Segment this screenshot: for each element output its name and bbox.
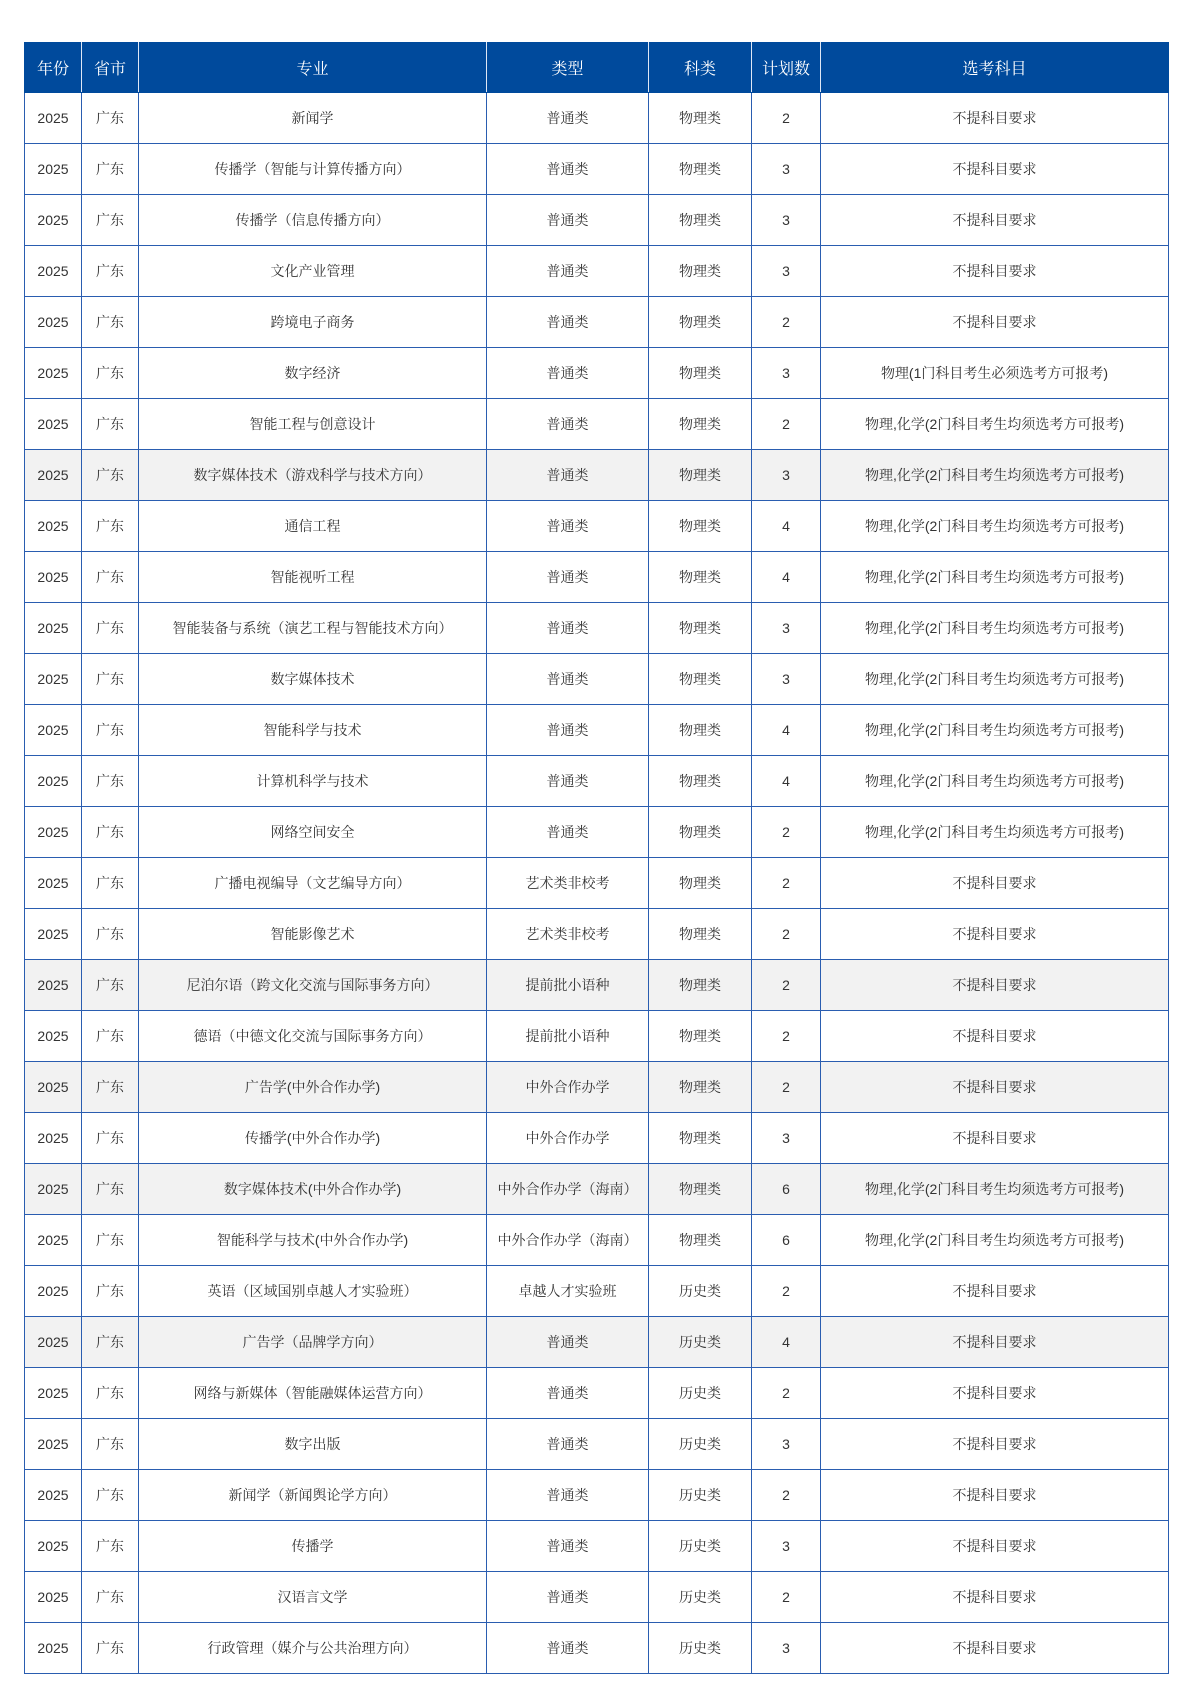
- cell-major: 传播学(中外合作办学): [139, 1113, 487, 1164]
- cell-major: 广播电视编导（文艺编导方向）: [139, 858, 487, 909]
- cell-province: 广东: [82, 909, 139, 960]
- cell-major: 数字媒体技术（游戏科学与技术方向）: [139, 450, 487, 501]
- cell-major: 传播学: [139, 1521, 487, 1572]
- table-row: [25, 348, 1169, 399]
- cell-plan: 2: [752, 909, 821, 960]
- table-row: [25, 1470, 1169, 1521]
- cell-year: 2025: [25, 1470, 82, 1521]
- cell-type: 普通类: [487, 1572, 649, 1623]
- cell-plan: 3: [752, 1623, 821, 1674]
- cell-province: 广东: [82, 195, 139, 246]
- table-header: [25, 43, 1169, 93]
- cell-major: 行政管理（媒介与公共治理方向）: [139, 1623, 487, 1674]
- table-row: [25, 1164, 1169, 1215]
- cell-year: 2025: [25, 1572, 82, 1623]
- cell-major: 传播学（智能与计算传播方向）: [139, 144, 487, 195]
- cell-type: 普通类: [487, 1470, 649, 1521]
- cell-year: 2025: [25, 909, 82, 960]
- cell-category: 物理类: [649, 909, 752, 960]
- cell-subjects: 物理,化学(2门科目考生均须选考方可报考): [821, 756, 1169, 807]
- cell-province: 广东: [82, 654, 139, 705]
- cell-category: 物理类: [649, 960, 752, 1011]
- cell-year: 2025: [25, 399, 82, 450]
- cell-year: 2025: [25, 807, 82, 858]
- cell-subjects: 物理(1门科目考生必须选考方可报考): [821, 348, 1169, 399]
- cell-province: 广东: [82, 501, 139, 552]
- table-row: [25, 144, 1169, 195]
- cell-category: 物理类: [649, 705, 752, 756]
- table-row: [25, 297, 1169, 348]
- cell-major: 新闻学（新闻舆论学方向）: [139, 1470, 487, 1521]
- cell-province: 广东: [82, 1521, 139, 1572]
- cell-plan: 6: [752, 1164, 821, 1215]
- cell-plan: 3: [752, 603, 821, 654]
- cell-subjects: 不提科目要求: [821, 144, 1169, 195]
- cell-subjects: 物理,化学(2门科目考生均须选考方可报考): [821, 501, 1169, 552]
- cell-plan: 2: [752, 297, 821, 348]
- cell-major: 德语（中德文化交流与国际事务方向）: [139, 1011, 487, 1062]
- cell-province: 广东: [82, 246, 139, 297]
- cell-major: 数字经济: [139, 348, 487, 399]
- cell-subjects: 物理,化学(2门科目考生均须选考方可报考): [821, 603, 1169, 654]
- cell-subjects: 物理,化学(2门科目考生均须选考方可报考): [821, 552, 1169, 603]
- column-header-plan: 计划数: [752, 43, 821, 93]
- table-row: [25, 858, 1169, 909]
- cell-major: 数字媒体技术: [139, 654, 487, 705]
- cell-plan: 3: [752, 654, 821, 705]
- cell-province: 广东: [82, 1062, 139, 1113]
- table-row: [25, 1113, 1169, 1164]
- table-body: [25, 93, 1169, 1674]
- cell-year: 2025: [25, 501, 82, 552]
- cell-subjects: 不提科目要求: [821, 1572, 1169, 1623]
- cell-type: 提前批小语种: [487, 960, 649, 1011]
- cell-category: 物理类: [649, 1164, 752, 1215]
- cell-plan: 2: [752, 858, 821, 909]
- column-header-province: 省市: [82, 43, 139, 93]
- cell-type: 普通类: [487, 1521, 649, 1572]
- cell-province: 广东: [82, 858, 139, 909]
- cell-province: 广东: [82, 960, 139, 1011]
- cell-year: 2025: [25, 450, 82, 501]
- cell-subjects: 物理,化学(2门科目考生均须选考方可报考): [821, 654, 1169, 705]
- cell-major: 智能装备与系统（演艺工程与智能技术方向）: [139, 603, 487, 654]
- cell-category: 物理类: [649, 1062, 752, 1113]
- cell-subjects: 物理,化学(2门科目考生均须选考方可报考): [821, 807, 1169, 858]
- cell-province: 广东: [82, 93, 139, 144]
- table-row: [25, 1317, 1169, 1368]
- cell-province: 广东: [82, 348, 139, 399]
- cell-plan: 6: [752, 1215, 821, 1266]
- cell-province: 广东: [82, 1317, 139, 1368]
- cell-province: 广东: [82, 1266, 139, 1317]
- table-row: [25, 960, 1169, 1011]
- cell-plan: 2: [752, 93, 821, 144]
- cell-major: 智能科学与技术(中外合作办学): [139, 1215, 487, 1266]
- cell-province: 广东: [82, 705, 139, 756]
- cell-year: 2025: [25, 705, 82, 756]
- cell-major: 汉语言文学: [139, 1572, 487, 1623]
- table-row: [25, 501, 1169, 552]
- cell-type: 卓越人才实验班: [487, 1266, 649, 1317]
- cell-year: 2025: [25, 960, 82, 1011]
- table-row: [25, 1572, 1169, 1623]
- cell-category: 物理类: [649, 297, 752, 348]
- table-row: [25, 1266, 1169, 1317]
- cell-subjects: 不提科目要求: [821, 1623, 1169, 1674]
- cell-subjects: 不提科目要求: [821, 960, 1169, 1011]
- cell-province: 广东: [82, 1572, 139, 1623]
- cell-subjects: 不提科目要求: [821, 1521, 1169, 1572]
- cell-year: 2025: [25, 756, 82, 807]
- cell-category: 物理类: [649, 807, 752, 858]
- cell-year: 2025: [25, 858, 82, 909]
- table-row: [25, 807, 1169, 858]
- cell-subjects: 物理,化学(2门科目考生均须选考方可报考): [821, 705, 1169, 756]
- cell-plan: 2: [752, 1062, 821, 1113]
- cell-province: 广东: [82, 144, 139, 195]
- cell-major: 英语（区域国别卓越人才实验班）: [139, 1266, 487, 1317]
- cell-year: 2025: [25, 1266, 82, 1317]
- cell-plan: 3: [752, 1521, 821, 1572]
- cell-type: 提前批小语种: [487, 1011, 649, 1062]
- cell-year: 2025: [25, 1419, 82, 1470]
- cell-province: 广东: [82, 1011, 139, 1062]
- cell-type: 普通类: [487, 1419, 649, 1470]
- cell-type: 普通类: [487, 450, 649, 501]
- cell-type: 普通类: [487, 1623, 649, 1674]
- cell-subjects: 不提科目要求: [821, 1419, 1169, 1470]
- cell-year: 2025: [25, 1113, 82, 1164]
- cell-subjects: 物理,化学(2门科目考生均须选考方可报考): [821, 399, 1169, 450]
- cell-year: 2025: [25, 1164, 82, 1215]
- table-row: [25, 195, 1169, 246]
- cell-year: 2025: [25, 144, 82, 195]
- cell-province: 广东: [82, 1164, 139, 1215]
- cell-type: 普通类: [487, 603, 649, 654]
- cell-subjects: 不提科目要求: [821, 909, 1169, 960]
- cell-major: 数字媒体技术(中外合作办学): [139, 1164, 487, 1215]
- cell-major: 跨境电子商务: [139, 297, 487, 348]
- column-header-year: 年份: [25, 43, 82, 93]
- column-header-type: 类型: [487, 43, 649, 93]
- cell-category: 物理类: [649, 603, 752, 654]
- table-row: [25, 1368, 1169, 1419]
- cell-plan: 2: [752, 399, 821, 450]
- cell-category: 物理类: [649, 144, 752, 195]
- cell-major: 通信工程: [139, 501, 487, 552]
- cell-major: 新闻学: [139, 93, 487, 144]
- cell-province: 广东: [82, 603, 139, 654]
- cell-year: 2025: [25, 552, 82, 603]
- cell-category: 历史类: [649, 1572, 752, 1623]
- table-row: [25, 654, 1169, 705]
- cell-province: 广东: [82, 399, 139, 450]
- cell-major: 文化产业管理: [139, 246, 487, 297]
- cell-year: 2025: [25, 1368, 82, 1419]
- cell-subjects: 不提科目要求: [821, 1368, 1169, 1419]
- table-header-row: [25, 43, 1169, 93]
- cell-plan: 2: [752, 807, 821, 858]
- cell-province: 广东: [82, 450, 139, 501]
- cell-year: 2025: [25, 246, 82, 297]
- cell-category: 物理类: [649, 1011, 752, 1062]
- cell-type: 普通类: [487, 399, 649, 450]
- table-row: [25, 1623, 1169, 1674]
- cell-major: 智能工程与创意设计: [139, 399, 487, 450]
- cell-subjects: 不提科目要求: [821, 858, 1169, 909]
- table-row: [25, 246, 1169, 297]
- cell-year: 2025: [25, 1215, 82, 1266]
- cell-subjects: 不提科目要求: [821, 1011, 1169, 1062]
- cell-subjects: 不提科目要求: [821, 297, 1169, 348]
- cell-year: 2025: [25, 1317, 82, 1368]
- cell-category: 历史类: [649, 1521, 752, 1572]
- admission-plan-table-container: [24, 42, 1168, 1674]
- table-row: [25, 1215, 1169, 1266]
- cell-year: 2025: [25, 1011, 82, 1062]
- cell-plan: 2: [752, 1470, 821, 1521]
- cell-subjects: 不提科目要求: [821, 1317, 1169, 1368]
- cell-province: 广东: [82, 756, 139, 807]
- cell-type: 中外合作办学: [487, 1062, 649, 1113]
- cell-category: 历史类: [649, 1317, 752, 1368]
- cell-province: 广东: [82, 1419, 139, 1470]
- cell-category: 物理类: [649, 501, 752, 552]
- table-row: [25, 1062, 1169, 1113]
- table-row: [25, 93, 1169, 144]
- cell-plan: 2: [752, 1368, 821, 1419]
- cell-major: 计算机科学与技术: [139, 756, 487, 807]
- cell-category: 历史类: [649, 1368, 752, 1419]
- cell-plan: 3: [752, 1419, 821, 1470]
- cell-province: 广东: [82, 297, 139, 348]
- cell-type: 普通类: [487, 705, 649, 756]
- cell-plan: 4: [752, 552, 821, 603]
- cell-plan: 4: [752, 705, 821, 756]
- cell-type: 普通类: [487, 501, 649, 552]
- cell-subjects: 不提科目要求: [821, 93, 1169, 144]
- cell-category: 物理类: [649, 654, 752, 705]
- cell-subjects: 不提科目要求: [821, 246, 1169, 297]
- cell-type: 普通类: [487, 144, 649, 195]
- cell-plan: 3: [752, 246, 821, 297]
- cell-province: 广东: [82, 1623, 139, 1674]
- cell-plan: 3: [752, 144, 821, 195]
- cell-category: 物理类: [649, 450, 752, 501]
- cell-category: 历史类: [649, 1266, 752, 1317]
- cell-year: 2025: [25, 654, 82, 705]
- cell-major: 智能视听工程: [139, 552, 487, 603]
- cell-type: 中外合作办学（海南）: [487, 1215, 649, 1266]
- cell-type: 普通类: [487, 348, 649, 399]
- admission-plan-table: [24, 42, 1169, 1674]
- cell-category: 物理类: [649, 858, 752, 909]
- cell-plan: 3: [752, 348, 821, 399]
- cell-category: 物理类: [649, 399, 752, 450]
- cell-type: 中外合作办学: [487, 1113, 649, 1164]
- cell-plan: 2: [752, 1266, 821, 1317]
- column-header-major: 专业: [139, 43, 487, 93]
- cell-category: 物理类: [649, 552, 752, 603]
- cell-category: 物理类: [649, 756, 752, 807]
- cell-type: 普通类: [487, 246, 649, 297]
- column-header-category: 科类: [649, 43, 752, 93]
- cell-subjects: 物理,化学(2门科目考生均须选考方可报考): [821, 1215, 1169, 1266]
- cell-plan: 2: [752, 1572, 821, 1623]
- cell-plan: 3: [752, 1113, 821, 1164]
- cell-plan: 4: [752, 501, 821, 552]
- cell-year: 2025: [25, 1623, 82, 1674]
- cell-type: 普通类: [487, 297, 649, 348]
- cell-type: 普通类: [487, 195, 649, 246]
- cell-subjects: 不提科目要求: [821, 1113, 1169, 1164]
- cell-type: 普通类: [487, 1368, 649, 1419]
- cell-type: 中外合作办学（海南）: [487, 1164, 649, 1215]
- cell-major: 智能科学与技术: [139, 705, 487, 756]
- column-header-subjects: 选考科目: [821, 43, 1169, 93]
- cell-category: 历史类: [649, 1623, 752, 1674]
- table-row: [25, 399, 1169, 450]
- cell-year: 2025: [25, 93, 82, 144]
- cell-category: 历史类: [649, 1419, 752, 1470]
- cell-category: 物理类: [649, 246, 752, 297]
- cell-major: 广告学（品牌学方向）: [139, 1317, 487, 1368]
- cell-type: 艺术类非校考: [487, 858, 649, 909]
- cell-subjects: 物理,化学(2门科目考生均须选考方可报考): [821, 450, 1169, 501]
- cell-year: 2025: [25, 348, 82, 399]
- cell-plan: 2: [752, 1011, 821, 1062]
- cell-plan: 4: [752, 756, 821, 807]
- cell-year: 2025: [25, 603, 82, 654]
- cell-subjects: 不提科目要求: [821, 1062, 1169, 1113]
- cell-category: 物理类: [649, 1113, 752, 1164]
- table-row: [25, 756, 1169, 807]
- cell-category: 历史类: [649, 1470, 752, 1521]
- cell-type: 普通类: [487, 1317, 649, 1368]
- cell-major: 传播学（信息传播方向）: [139, 195, 487, 246]
- cell-type: 普通类: [487, 807, 649, 858]
- cell-plan: 4: [752, 1317, 821, 1368]
- cell-subjects: 不提科目要求: [821, 195, 1169, 246]
- table-row: [25, 1011, 1169, 1062]
- cell-type: 普通类: [487, 654, 649, 705]
- table-row: [25, 705, 1169, 756]
- table-row: [25, 1521, 1169, 1572]
- cell-year: 2025: [25, 1521, 82, 1572]
- cell-major: 网络与新媒体（智能融媒体运营方向）: [139, 1368, 487, 1419]
- cell-category: 物理类: [649, 93, 752, 144]
- cell-year: 2025: [25, 1062, 82, 1113]
- cell-major: 广告学(中外合作办学): [139, 1062, 487, 1113]
- cell-category: 物理类: [649, 348, 752, 399]
- cell-major: 尼泊尔语（跨文化交流与国际事务方向）: [139, 960, 487, 1011]
- cell-subjects: 物理,化学(2门科目考生均须选考方可报考): [821, 1164, 1169, 1215]
- cell-province: 广东: [82, 552, 139, 603]
- cell-year: 2025: [25, 195, 82, 246]
- cell-type: 普通类: [487, 552, 649, 603]
- cell-major: 数字出版: [139, 1419, 487, 1470]
- cell-type: 艺术类非校考: [487, 909, 649, 960]
- cell-subjects: 不提科目要求: [821, 1470, 1169, 1521]
- cell-province: 广东: [82, 807, 139, 858]
- cell-major: 网络空间安全: [139, 807, 487, 858]
- cell-plan: 2: [752, 960, 821, 1011]
- cell-type: 普通类: [487, 93, 649, 144]
- cell-province: 广东: [82, 1215, 139, 1266]
- cell-category: 物理类: [649, 195, 752, 246]
- cell-province: 广东: [82, 1368, 139, 1419]
- cell-year: 2025: [25, 297, 82, 348]
- cell-province: 广东: [82, 1470, 139, 1521]
- table-row: [25, 603, 1169, 654]
- cell-subjects: 不提科目要求: [821, 1266, 1169, 1317]
- cell-category: 物理类: [649, 1215, 752, 1266]
- cell-plan: 3: [752, 195, 821, 246]
- cell-type: 普通类: [487, 756, 649, 807]
- table-row: [25, 909, 1169, 960]
- cell-plan: 3: [752, 450, 821, 501]
- table-row: [25, 1419, 1169, 1470]
- table-row: [25, 450, 1169, 501]
- cell-province: 广东: [82, 1113, 139, 1164]
- table-row: [25, 552, 1169, 603]
- cell-major: 智能影像艺术: [139, 909, 487, 960]
